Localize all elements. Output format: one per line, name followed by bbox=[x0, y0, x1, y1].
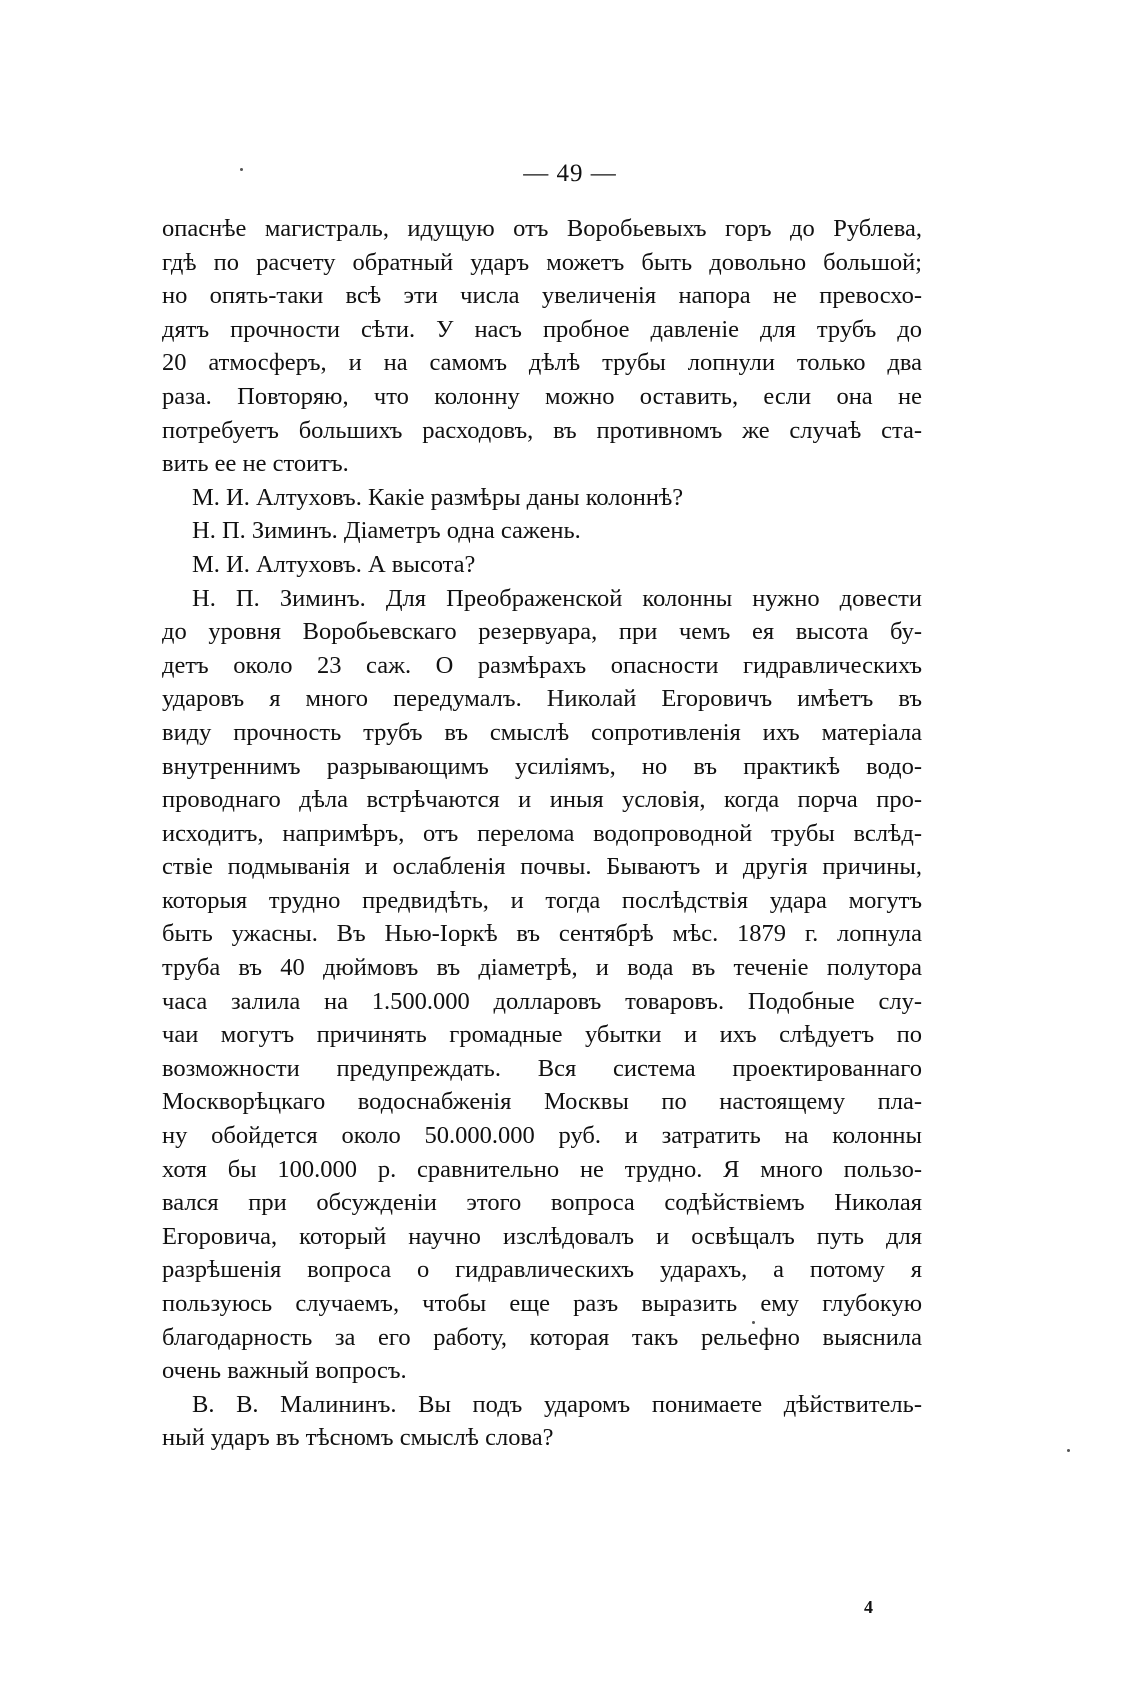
text-line: но опять-таки всѣ эти числа увеличенія напора не превосхо- bbox=[162, 282, 922, 310]
text-line: внутреннимъ разрывающимъ усиліямъ, но въ практикѣ водо- bbox=[162, 752, 922, 780]
text-line: дятъ прочности сѣти. У насъ пробное давленіе для трубъ до bbox=[162, 315, 922, 343]
text-line: Н. П. Зиминъ. Для Преображенской колонны нужно довести bbox=[192, 584, 922, 612]
text-line: Н. П. Зиминъ. Діаметръ одна сажень. bbox=[192, 517, 581, 545]
text-line: опаснѣе магистраль, идущую отъ Воробьевыхъ горъ до Рублева, bbox=[162, 215, 922, 242]
text-line: разрѣшенія вопроса о гидравлическихъ ударахъ, а потому я bbox=[162, 1256, 922, 1284]
text-line: гдѣ по расчету обратный ударъ можетъ быть довольно большой; bbox=[162, 248, 922, 276]
text-line: ный ударъ въ тѣсномъ смыслѣ слова? bbox=[162, 1424, 554, 1452]
text-line: В. В. Малининъ. Вы подъ ударомъ понимаете дѣйствитель- bbox=[192, 1390, 922, 1418]
text-line: до уровня Воробьевскаго резервуара, при чемъ ея высота бу- bbox=[162, 618, 922, 646]
text-line: пользуюсь случаемъ, чтобы еще разъ выразить ему глубокую bbox=[162, 1290, 922, 1317]
text-line: возможности предупреждать. Вся система проектированнаго bbox=[162, 1054, 922, 1082]
text-line: Егоровича, который научно изслѣдовалъ и освѣщалъ путь для bbox=[162, 1222, 922, 1250]
text-line: детъ около 23 саж. О размѣрахъ опасности гидравлическихъ bbox=[162, 651, 922, 679]
body-text bbox=[162, 212, 922, 1455]
text-line: исходитъ, напримѣръ, отъ перелома водопроводной трубы вслѣд- bbox=[162, 819, 922, 847]
paper-speck bbox=[240, 168, 243, 171]
text-line: ну обойдется около 50.000.000 руб. и затратить на колонны bbox=[162, 1122, 922, 1150]
text-line: труба въ 40 дюймовъ въ діаметрѣ, и вода въ теченіе полутора bbox=[162, 954, 922, 982]
text-line: потребуетъ большихъ расходовъ, въ противномъ же случаѣ ста- bbox=[162, 416, 922, 444]
text-line: хотя бы 100.000 р. сравнительно не трудно. Я много пользо- bbox=[162, 1155, 922, 1183]
text-line: Москворѣцкаго водоснабженія Москвы по настоящему пла- bbox=[162, 1088, 922, 1116]
text-line: виду прочность трубъ въ смыслѣ сопротивленія ихъ матеріала bbox=[162, 718, 922, 746]
text-line: чаи могутъ причинять громадные убытки и ихъ слѣдуетъ по bbox=[162, 1021, 922, 1049]
text-line: М. И. Алтуховъ. А высота? bbox=[192, 550, 476, 578]
text-line: раза. Повторяю, что колонну можно оставить, если она не bbox=[162, 382, 922, 410]
text-line: часа залила на 1.500.000 долларовъ товаровъ. Подобные слу- bbox=[162, 987, 922, 1015]
text-line: быть ужасны. Въ Нью-Iоркѣ въ сентябрѣ мѣс. 1879 г. лопнула bbox=[162, 920, 922, 948]
text-line: проводнаго дѣла встрѣчаются и иныя условія, когда порча про- bbox=[162, 786, 922, 814]
paper-speck bbox=[752, 1321, 755, 1324]
text-line: М. И. Алтуховъ. Какіе размѣры даны колоннѣ? bbox=[192, 483, 684, 511]
page-number: — 49 — bbox=[523, 160, 617, 187]
text-line: которыя трудно предвидѣть, и тогда послѣдствія удара могутъ bbox=[162, 886, 922, 914]
text-line: вить ее не стоитъ. bbox=[162, 450, 349, 478]
text-line: ствіе подмыванія и ослабленія почвы. Бываютъ и другія причины, bbox=[162, 853, 922, 881]
text-line: очень важный вопросъ. bbox=[162, 1357, 407, 1385]
signature-mark: 4 bbox=[864, 1597, 873, 1617]
text-line: вался при обсужденіи этого вопроса содѣйствіемъ Николая bbox=[162, 1189, 922, 1217]
paper-speck bbox=[1067, 1449, 1070, 1452]
text-line: ударовъ я много передумалъ. Николай Егоровичъ имѣетъ въ bbox=[162, 685, 922, 713]
text-line: благодарность за его работу, которая такъ рельефно выяснила bbox=[162, 1323, 922, 1351]
text-line: 20 атмосферъ, и на самомъ дѣлѣ трубы лопнули только два bbox=[162, 349, 922, 377]
